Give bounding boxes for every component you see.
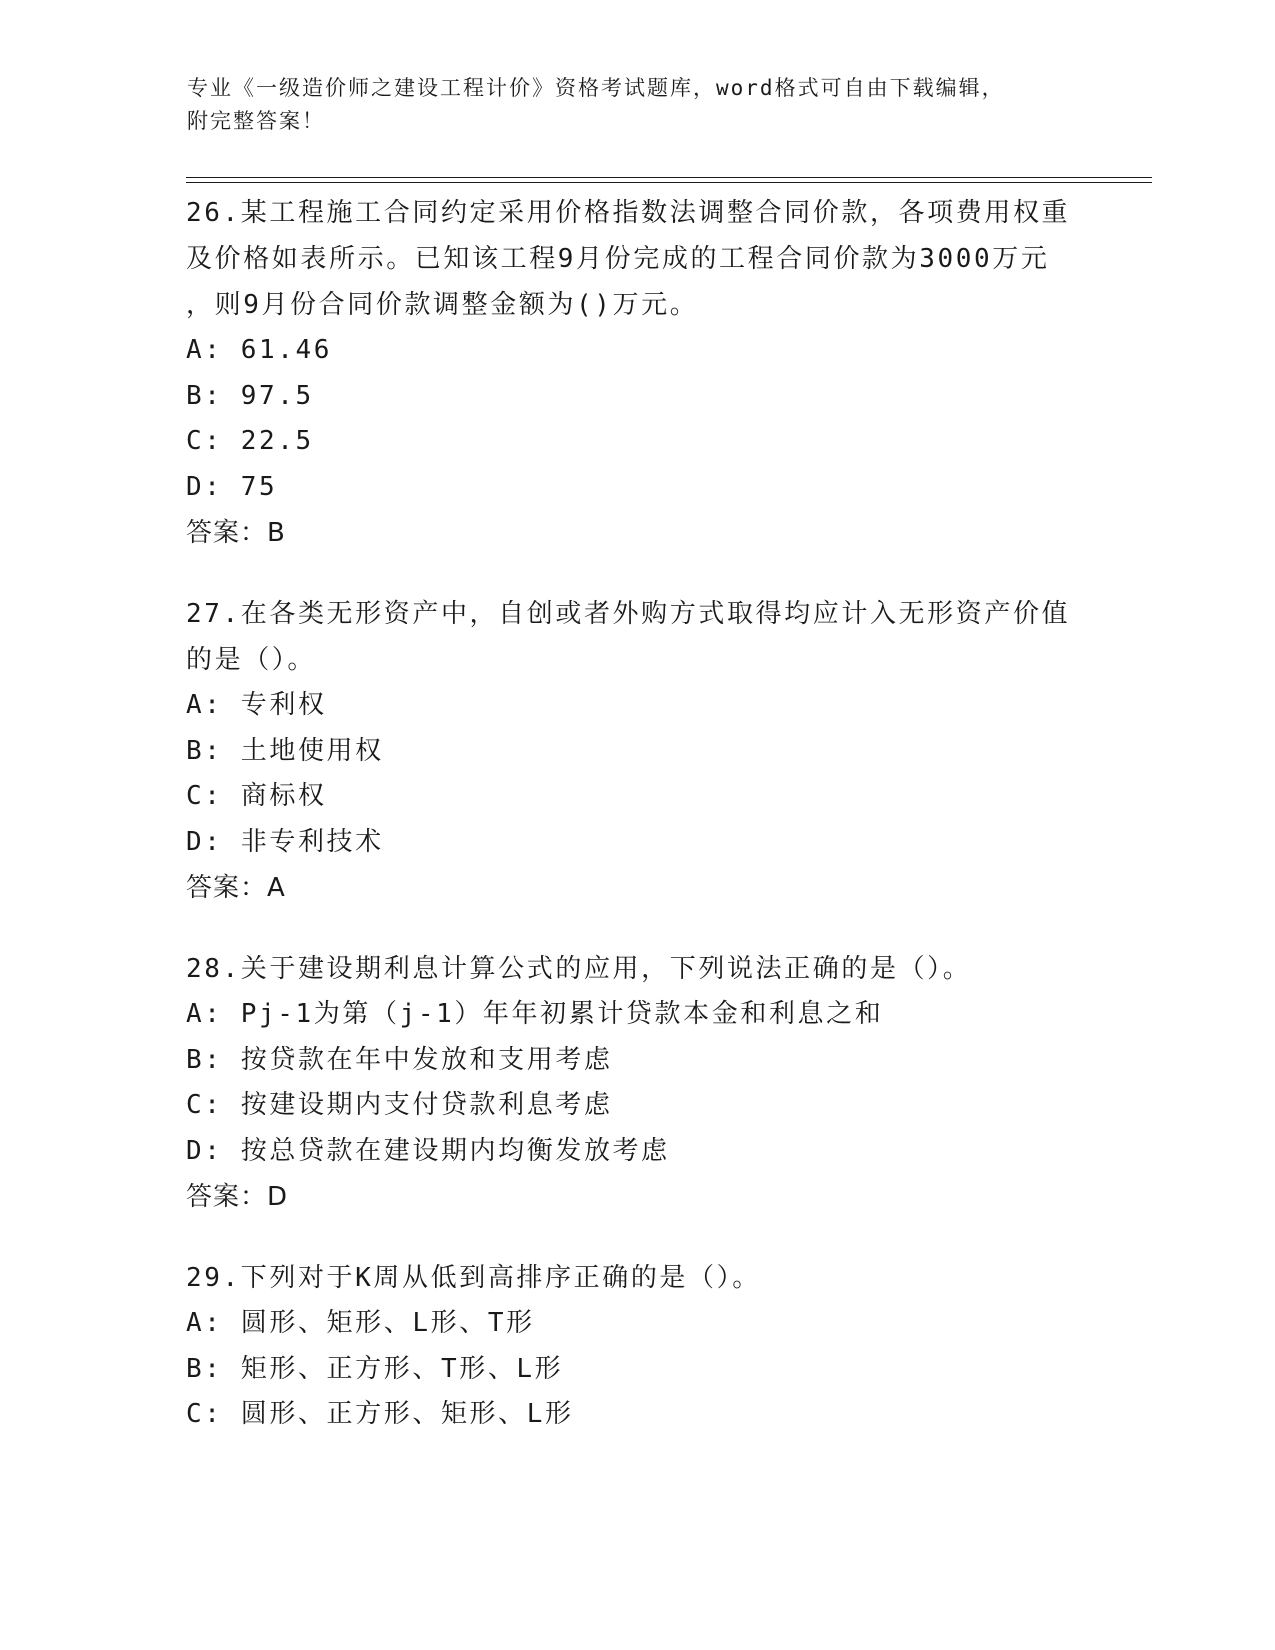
question-stem-line: 及价格如表所示。已知该工程9月份完成的工程合同价款为3000万元 <box>186 244 1050 274</box>
question-list <box>186 190 1086 1473</box>
option-b: B: 矩形、正方形、T形、L形 <box>186 1353 564 1384</box>
question-26 <box>186 190 1086 556</box>
question-stem-line: 的是（）。 <box>186 645 317 675</box>
answer-label: 答案：D <box>186 1182 289 1212</box>
option-c: C: 按建设期内支付贷款利息考虑 <box>186 1090 613 1120</box>
question-stem-line: 26.某工程施工合同约定采用价格指数法调整合同价款，各项费用权重 <box>186 198 1071 228</box>
option-a: A: 61.46 <box>186 335 333 365</box>
header-line-2: 附完整答案！ <box>187 109 325 133</box>
option-b: B: 97.5 <box>186 380 314 411</box>
question-stem-line: 27.在各类无形资产中，自创或者外购方式取得均应计入无形资产价值 <box>186 599 1071 629</box>
option-c: C: 商标权 <box>186 781 327 811</box>
option-b: B: 土地使用权 <box>186 735 384 766</box>
option-c: C: 圆形、正方形、矩形、L形 <box>186 1399 574 1429</box>
question-stem-line: 29.下列对于K周从低到高排序正确的是（）。 <box>186 1263 761 1293</box>
option-a: A: 圆形、矩形、L形、T形 <box>186 1308 535 1338</box>
option-a: A: Pj-1为第（j-1）年年初累计贷款本金和利息之和 <box>186 999 884 1029</box>
document-header <box>187 72 1127 138</box>
option-d: D: 非专利技术 <box>186 826 384 857</box>
question-stem-line: 28.关于建设期利息计算公式的应用，下列说法正确的是（）。 <box>186 954 972 984</box>
question-27 <box>186 591 1086 911</box>
question-29 <box>186 1255 1086 1438</box>
answer-label: 答案：A <box>186 873 286 903</box>
answer-label: 答案：B <box>186 518 286 548</box>
option-d: D: 75 <box>186 471 278 502</box>
option-b: B: 按贷款在年中发放和支用考虑 <box>186 1044 613 1075</box>
option-c: C: 22.5 <box>186 426 314 456</box>
option-a: A: 专利权 <box>186 690 327 720</box>
header-divider-bottom <box>186 182 1152 183</box>
question-stem-line: ，则9月份合同价款调整金额为()万元。 <box>186 290 699 320</box>
header-line-1: 专业《一级造价师之建设工程计价》资格考试题库，word格式可自由下载编辑， <box>187 76 1005 100</box>
question-28 <box>186 946 1086 1220</box>
header-divider-top <box>186 177 1152 178</box>
option-d: D: 按总贷款在建设期内均衡发放考虑 <box>186 1135 670 1166</box>
